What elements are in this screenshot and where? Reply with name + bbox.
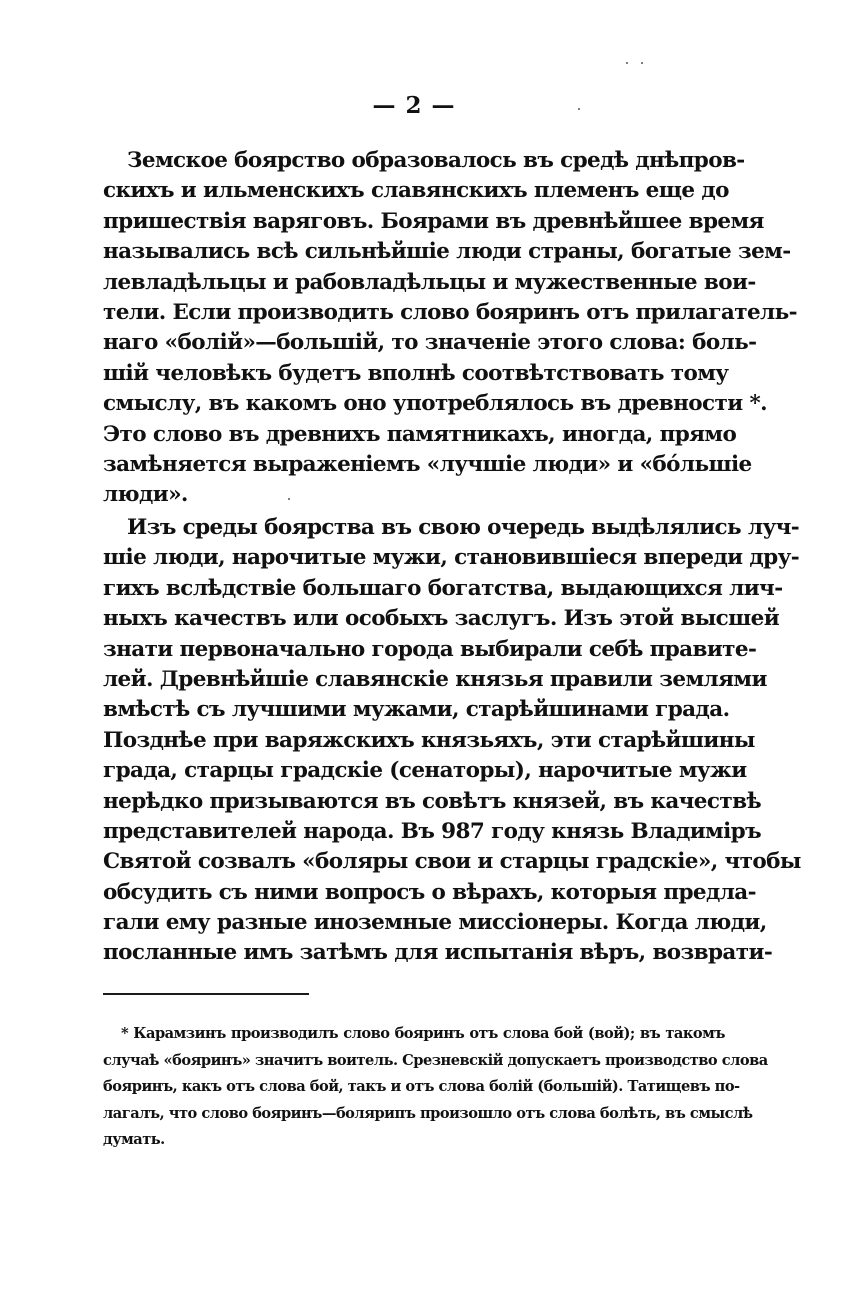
- text-line: ныхъ качествъ или особыхъ заслугъ. Изъ этой высшей: [103, 606, 780, 632]
- page-number: — 2 —: [372, 92, 456, 119]
- footnote-line: * Карамзинъ производилъ слово бояринъ отъ слова бой (вой); въ такомъ: [121, 1025, 725, 1042]
- text-line: пришествія варяговъ. Боярами въ древнѣйшее время: [103, 208, 764, 234]
- text-line: смыслу, въ какомъ оно употреблялось въ древности *.: [103, 391, 767, 417]
- text-line: града, старцы градскіе (сенаторы), нарочитые мужи: [103, 758, 747, 784]
- text-line: лей. Древнѣйшіе славянскіе князья правили землями: [103, 666, 767, 692]
- print-speck: [641, 62, 643, 64]
- text-line: знати первоначально города выбирали себѣ правите-: [103, 636, 757, 662]
- text-line: шіе люди, нарочитые мужи, становившіеся впереди дру-: [103, 545, 800, 571]
- text-line: представителей народа. Въ 987 году князь Владиміръ: [103, 818, 762, 844]
- text-line: замѣняется выраженіемъ «лучшіе люди» и «бóльшіе: [103, 451, 752, 477]
- footnote-divider: [103, 993, 309, 995]
- text-line: тели. Если производить слово бояринъ отъ прилагатель-: [103, 299, 797, 325]
- text-line: назывались всѣ сильнѣйшіе люди страны, богатые зем-: [103, 239, 791, 265]
- text-line: шій человѣкъ будетъ вполнѣ соотвѣтствовать тому: [103, 360, 729, 386]
- footnote-line: думать.: [103, 1131, 165, 1148]
- text-line: обсудить съ ними вопросъ о вѣрахъ, которыя предла-: [103, 879, 756, 905]
- text-line: посланные имъ затѣмъ для испытанія вѣръ, возврати-: [103, 940, 773, 966]
- text-line: нерѣдко призываются въ совѣтъ князей, въ качествѣ: [103, 788, 761, 814]
- text-line: Святой созвалъ «боляры свои и старцы градскіе», чтобы: [103, 849, 801, 875]
- paragraph-2: [103, 513, 801, 969]
- footnote-line: бояринъ, какъ отъ слова бой, такъ и отъ слова болій (большій). Татищевъ по-: [103, 1078, 740, 1095]
- text-line: наго «болій»—большій, то значеніе этого слова: боль-: [103, 330, 757, 356]
- text-line: Позднѣе при варяжскихъ князьяхъ, эти старѣйшины: [103, 727, 755, 753]
- text-line: левладѣльцы и рабовладѣльцы и мужественные вои-: [103, 269, 756, 295]
- text-line: Изъ среды боярства въ свою очередь выдѣлялись луч-: [127, 515, 800, 540]
- footnote-line: лагалъ, что слово бояринъ—болярипъ произошло отъ слова болѣть, въ смыслѣ: [103, 1104, 753, 1122]
- paragraph-1: [103, 146, 797, 511]
- text-line: гали ему разные иноземные миссіонеры. Когда люди,: [103, 910, 767, 936]
- text-line: Это слово въ древнихъ памятникахъ, иногда, прямо: [103, 421, 737, 447]
- print-speck: [626, 62, 628, 64]
- footnote-line: случаѣ «бояринъ» значитъ воитель. Срезневскій допускаетъ производство слова: [103, 1051, 768, 1069]
- text-line: люди».: [103, 482, 188, 508]
- footnote: [103, 1021, 768, 1154]
- text-line: вмѣстѣ съ лучшими мужами, старѣйшинами града.: [103, 697, 730, 723]
- text-line: гихъ вслѣдствіе большаго богатства, выдающихся лич-: [103, 575, 783, 601]
- text-line: Земское боярство образовалось въ средѣ днѣпров-: [127, 148, 745, 173]
- text-line: скихъ и ильменскихъ славянскихъ племенъ еще до: [103, 178, 729, 204]
